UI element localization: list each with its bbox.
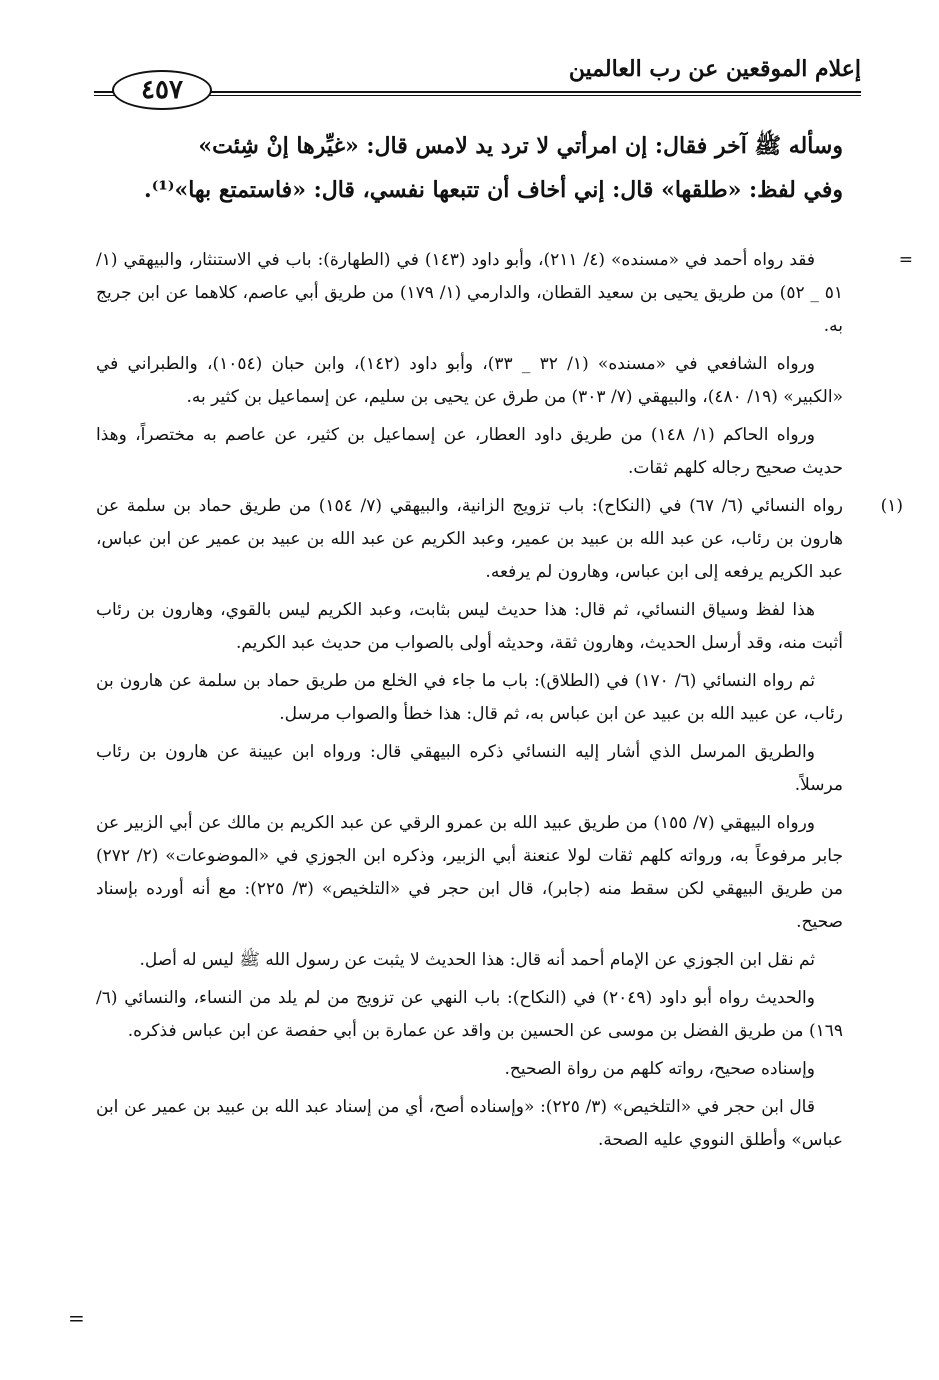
main-text — [96, 124, 843, 212]
footnote-paragraph: ثم رواه النسائي (٦/ ١٧٠) في (الطلاق): باب ما جاء في الخلع من طريق حماد بن سلمة عن هارون بن رئاب، عن عبيد الله بن عبيد عن ابن عباس به، ثم قال: هذا خطأ والصواب مرسل. — [96, 671, 843, 724]
running-header-title: إعلام الموقعين عن رب العالمين — [568, 56, 861, 82]
footnote-continuation-marker: = — [898, 250, 913, 270]
footnote-paragraph: ثم نقل ابن الجوزي عن الإمام أحمد أنه قال: هذا الحديث لا يثبت عن رسول الله ﷺ ليس له أصل. — [139, 950, 815, 970]
footnote-continues-marker: = — [68, 1306, 85, 1330]
footnote-paragraph: وإسناده صحيح، رواته كلهم من رواة الصحيح. — [504, 1059, 815, 1079]
footnote-1 — [96, 490, 903, 1157]
footnote-paragraph: فقد رواه أحمد في «مسنده» (٤/ ٢١١)، وأبو داود (١٤٣) في (الطهارة): باب في الاستنثار، والبيهقي (١/ ٥١ _ ٥٢) من طريق يحيى بن سعيد القطان، والدارمي (١/ ١٧٩) من طريق أبي عاصم، كلاهما عن ابن جريج به. — [96, 250, 843, 336]
footnote-paragraph: هذا لفظ وسياق النسائي، ثم قال: هذا حديث ليس بثابت، وعبد الكريم ليس بالقوي، وهارون بن رئاب أثبت منه، وقد أرسل الحديث، وهارون ثقة، وحديثه أولى بالصواب من حديث عبد الكريم. — [96, 600, 843, 653]
footnote-paragraph: رواه النسائي (٦/ ٦٧) في (النكاح): باب تزويج الزانية، والبيهقي (٧/ ١٥٤) من طريق حماد بن سلمة عن هارون بن رئاب، عن عبد الله بن عبيد بن عمير، وعبد الكريم عن عبد الله بن عبيد بن عمير عن ابن عباس، عبد الكريم يرفعه إلى ابن عباس، وهارون لم يرفعه. — [96, 496, 843, 582]
footnote-paragraph: والطريق المرسل الذي أشار إليه النسائي ذكره البيهقي قال: ورواه ابن عيينة عن هارون بن رئاب مرسلاً. — [96, 742, 843, 795]
main-text-line: وسأله ﷺ آخر فقال: إن امرأتي لا ترد يد لامس قال: «غيِّرها إنْ شِئت» — [198, 133, 843, 159]
footnote-paragraph: ورواه البيهقي (٧/ ١٥٥) من طريق عبيد الله بن عمرو الرقي عن عبد الكريم بن مالك عن أبي الزبير عن جابر مرفوعاً به، ورواته كلهم ثقات لولا عنعنة أبي الزبير، وذكره ابن الجوزي في «الموضوعات» (٢/ ٢٧٢) من طريق البيهقي لكن سقط منه (جابر)، قال ابن حجر في «التلخيص» (٣/ ٢٢٥): مع أنه أورده بإسناد صحيح. — [96, 813, 843, 932]
page-number: ٤٥٧ — [112, 70, 212, 110]
footnote-paragraph: ورواه الحاكم (١/ ١٤٨) من طريق داود العطار، عن إسماعيل بن كثير، عن عاصم به مختصراً، وهذا حديث صحيح رجاله كلهم ثقات. — [96, 425, 843, 478]
footnote-paragraph: والحديث رواه أبو داود (٢٠٤٩) في (النكاح): باب النهي عن تزويج من لم يلد من النساء، والنسائي (٦/ ١٦٩) من طريق الفضل بن موسى عن الحسين بن واقد عن عمارة بن أبي حفصة عن ابن عباس فذكره. — [96, 988, 843, 1041]
footnotes — [96, 244, 913, 1162]
footnote-paragraph: قال ابن حجر في «التلخيص» (٣/ ٢٢٥): «وإسناده أصح، أي من إسناد عبد الله بن عبيد بن عمير عن ابن عباس» وأطلق النووي عليه الصحة. — [96, 1097, 843, 1150]
main-text-line: وفي لفظ: «طلقها» قال: إني أخاف أن تتبعها نفسي، قال: «فاستمتع بها»⁽¹⁾. — [144, 177, 843, 203]
footnote-paragraph: ورواه الشافعي في «مسنده» (١/ ٣٢ _ ٣٣)، وأبو داود (١٤٢)، وابن حبان (١٠٥٤)، والطبراني في «الكبير» (١٩/ ٤٨٠)، والبيهقي (٧/ ٣٠٣) من طرق عن يحيى بن سليم، عن إسماعيل بن كثير به. — [96, 354, 843, 407]
footnote-number: (١) — [880, 496, 903, 516]
footnote-continuation — [96, 244, 913, 485]
